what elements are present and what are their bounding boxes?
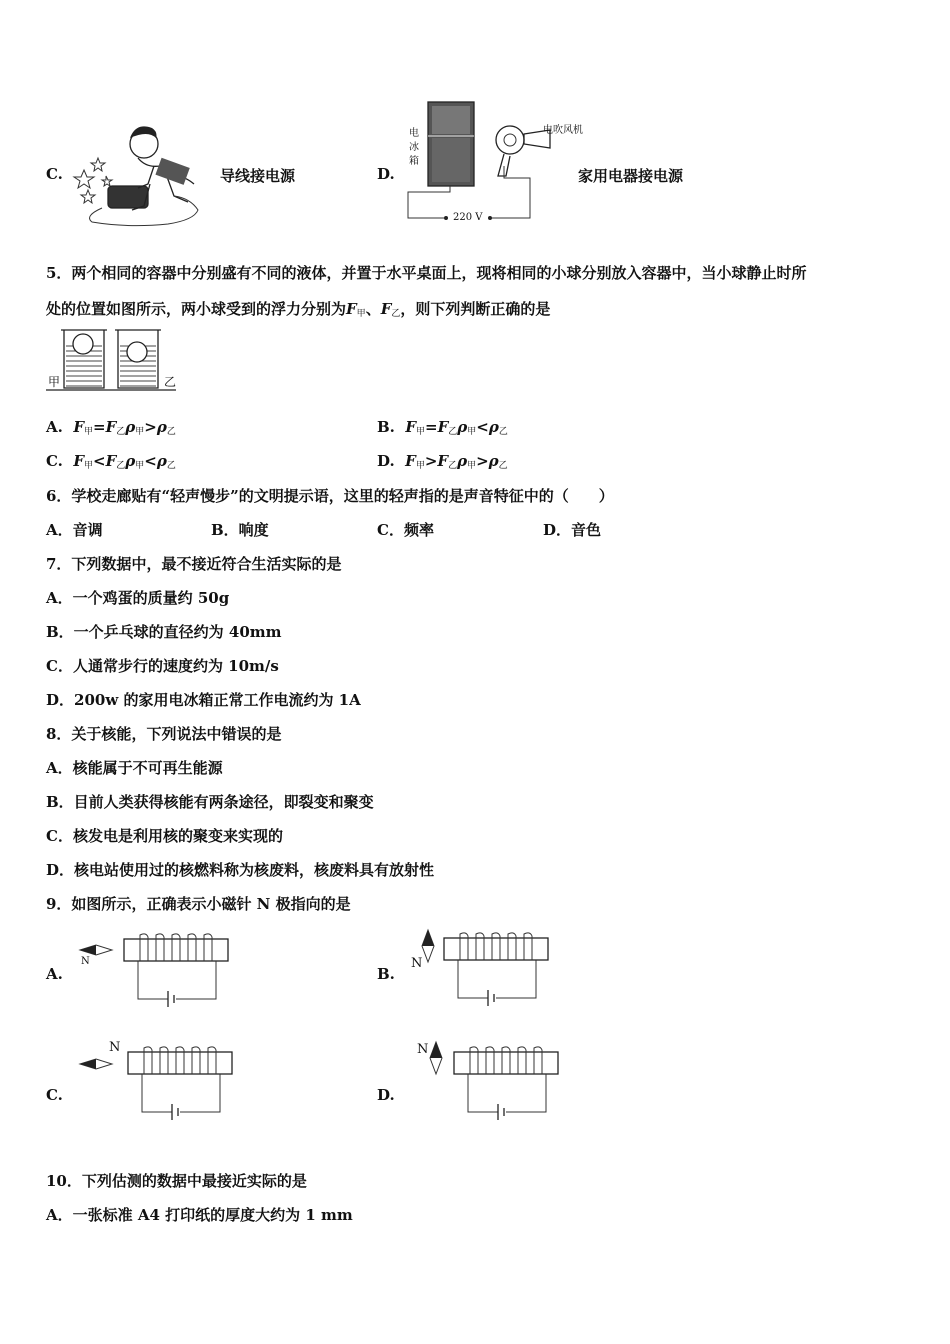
q5-option-c [46, 452, 176, 471]
relation: = [425, 418, 438, 436]
q10-option-a: A．一张标准 A4 打印纸的厚度大约为 1 mm [46, 1206, 353, 1224]
sub-jia: 甲 [467, 427, 477, 437]
force-symbol: F [346, 300, 357, 318]
q8-option-c: C．核发电是利用核的聚变来实现的 [46, 827, 283, 845]
q7-option-b: B．一个乒乓球的直径约为 40mm [46, 623, 282, 641]
density-symbol: ρ [457, 418, 468, 436]
q9-d-pole-label: N [417, 1042, 429, 1057]
force-symbol: F [73, 418, 84, 436]
sub-yi: 乙 [448, 427, 458, 437]
q9-option-c-letter: C. [46, 1086, 63, 1104]
relation: > [144, 418, 157, 436]
relation: > [424, 452, 438, 470]
q8-stem: 8．关于核能，下列说法中错误的是 [46, 725, 282, 743]
force-symbol: F [73, 452, 85, 470]
q7-stem: 7．下列数据中，最不接近符合生活实际的是 [46, 555, 342, 573]
q9-b-pole-label: N [411, 956, 423, 971]
q5-stem-part-b: ，则下列判断正确的是 [400, 300, 551, 318]
sub-yi: 乙 [498, 461, 508, 471]
sub-jia: 甲 [135, 427, 145, 437]
q6-stem: 6．学校走廊贴有“轻声慢步”的文明提示语，这里的轻声指的是声音特征中的（ ） [46, 487, 614, 505]
q7-option-c: C．人通常步行的速度约为 10m/s [46, 657, 279, 675]
fan-label: 电吹风机 [543, 125, 583, 136]
q5-figure-label-left: 甲 [48, 375, 61, 389]
separator: 、 [365, 300, 381, 318]
option-letter: B. [377, 418, 395, 436]
q4-option-c-caption: 导线接电源 [220, 167, 296, 185]
q4-option-c-letter: C. [46, 165, 63, 183]
q8-option-a: A．核能属于不可再生能源 [46, 759, 223, 777]
q5-option-a [46, 418, 176, 437]
sub-yi: 乙 [498, 427, 508, 437]
sub-jia: 甲 [135, 461, 145, 471]
force-symbol: F [105, 452, 117, 470]
q8-option-b: B．目前人类获得核能有两条途径，即裂变和聚变 [46, 793, 374, 811]
sub-jia: 甲 [416, 427, 426, 437]
q4-option-d-caption: 家用电器接电源 [578, 167, 684, 185]
fridge-label-3: 箱 [409, 156, 419, 167]
sub-yi: 乙 [166, 461, 176, 471]
sub-jia: 甲 [415, 461, 425, 471]
q5-stem-part-a: 处的位置如图所示，两小球受到的浮力分别为 [46, 300, 347, 318]
option-letter: C. [46, 452, 63, 470]
fridge-label-2: 冰 [409, 142, 419, 153]
fridge-label-1: 电 [409, 128, 419, 139]
density-symbol: ρ [125, 452, 136, 470]
q9-option-d-figure [416, 1040, 576, 1122]
sub-yi: 乙 [391, 309, 401, 319]
sub-jia: 甲 [467, 461, 477, 471]
force-symbol: F [380, 300, 392, 318]
relation: < [93, 452, 106, 470]
sub-yi: 乙 [448, 461, 458, 471]
sparks-icon [74, 158, 112, 203]
q6-option-b: B．响度 [211, 521, 269, 539]
relation: > [476, 452, 489, 470]
q8-option-d: D．核电站使用过的核燃料称为核废料，核废料具有放射性 [46, 861, 435, 879]
q7-option-a: A．一个鸡蛋的质量约 50g [46, 589, 230, 607]
option-letter: A. [46, 418, 63, 436]
q5-option-b [377, 418, 508, 437]
q5-option-d [377, 452, 508, 471]
q5-stem-line2 [46, 298, 550, 319]
q9-a-pole-label: N [81, 956, 90, 967]
option-letter: D. [377, 452, 395, 470]
force-symbol: F [437, 418, 449, 436]
q9-option-b-letter: B. [377, 965, 395, 983]
q9-c-pole-label: N [109, 1040, 121, 1055]
q9-option-c-figure [78, 1040, 238, 1122]
density-symbol: ρ [457, 452, 468, 470]
sub-yi: 乙 [116, 427, 126, 437]
q4-option-d-letter: D. [377, 165, 395, 183]
q9-option-a-letter: A. [46, 965, 63, 983]
force-symbol: F [437, 452, 449, 470]
density-symbol: ρ [488, 452, 499, 470]
q6-option-c: C．频率 [377, 521, 434, 539]
density-symbol: ρ [125, 418, 136, 436]
q4-option-d-figure [404, 98, 584, 228]
sub-jia: 甲 [84, 461, 94, 471]
relation: < [144, 452, 157, 470]
q9-option-a-figure [78, 935, 238, 1010]
sub-jia: 甲 [356, 309, 366, 319]
sub-jia: 甲 [83, 427, 93, 437]
sub-yi: 乙 [166, 427, 176, 437]
q10-stem: 10．下列估测的数据中最接近实际的是 [46, 1172, 307, 1190]
force-symbol: F [105, 418, 117, 436]
q5-figure-label-right: 乙 [164, 375, 177, 389]
density-symbol: ρ [488, 418, 499, 436]
q6-option-a: A．音调 [46, 521, 103, 539]
density-symbol: ρ [156, 418, 167, 436]
q7-option-d: D．200w 的家用电冰箱正常工作电流约为 1A [46, 691, 361, 709]
force-symbol: F [405, 452, 416, 470]
relation: = [93, 418, 106, 436]
relation: < [476, 418, 489, 436]
density-symbol: ρ [156, 452, 167, 470]
q9-stem: 9．如图所示，正确表示小磁针 N 极指向的是 [46, 895, 351, 913]
q9-option-d-letter: D. [377, 1086, 395, 1104]
q6-option-d: D．音色 [543, 521, 602, 539]
voltage-label: 220 V [453, 212, 483, 223]
force-symbol: F [405, 418, 417, 436]
q4-option-c-figure [74, 118, 214, 228]
q5-stem-line1: 5．两个相同的容器中分别盛有不同的液体，并置于水平桌面上，现将相同的小球分别放入容器中，当小球静止时所 [46, 264, 807, 282]
q9-option-b-figure [410, 928, 570, 1008]
sub-yi: 乙 [116, 461, 126, 471]
